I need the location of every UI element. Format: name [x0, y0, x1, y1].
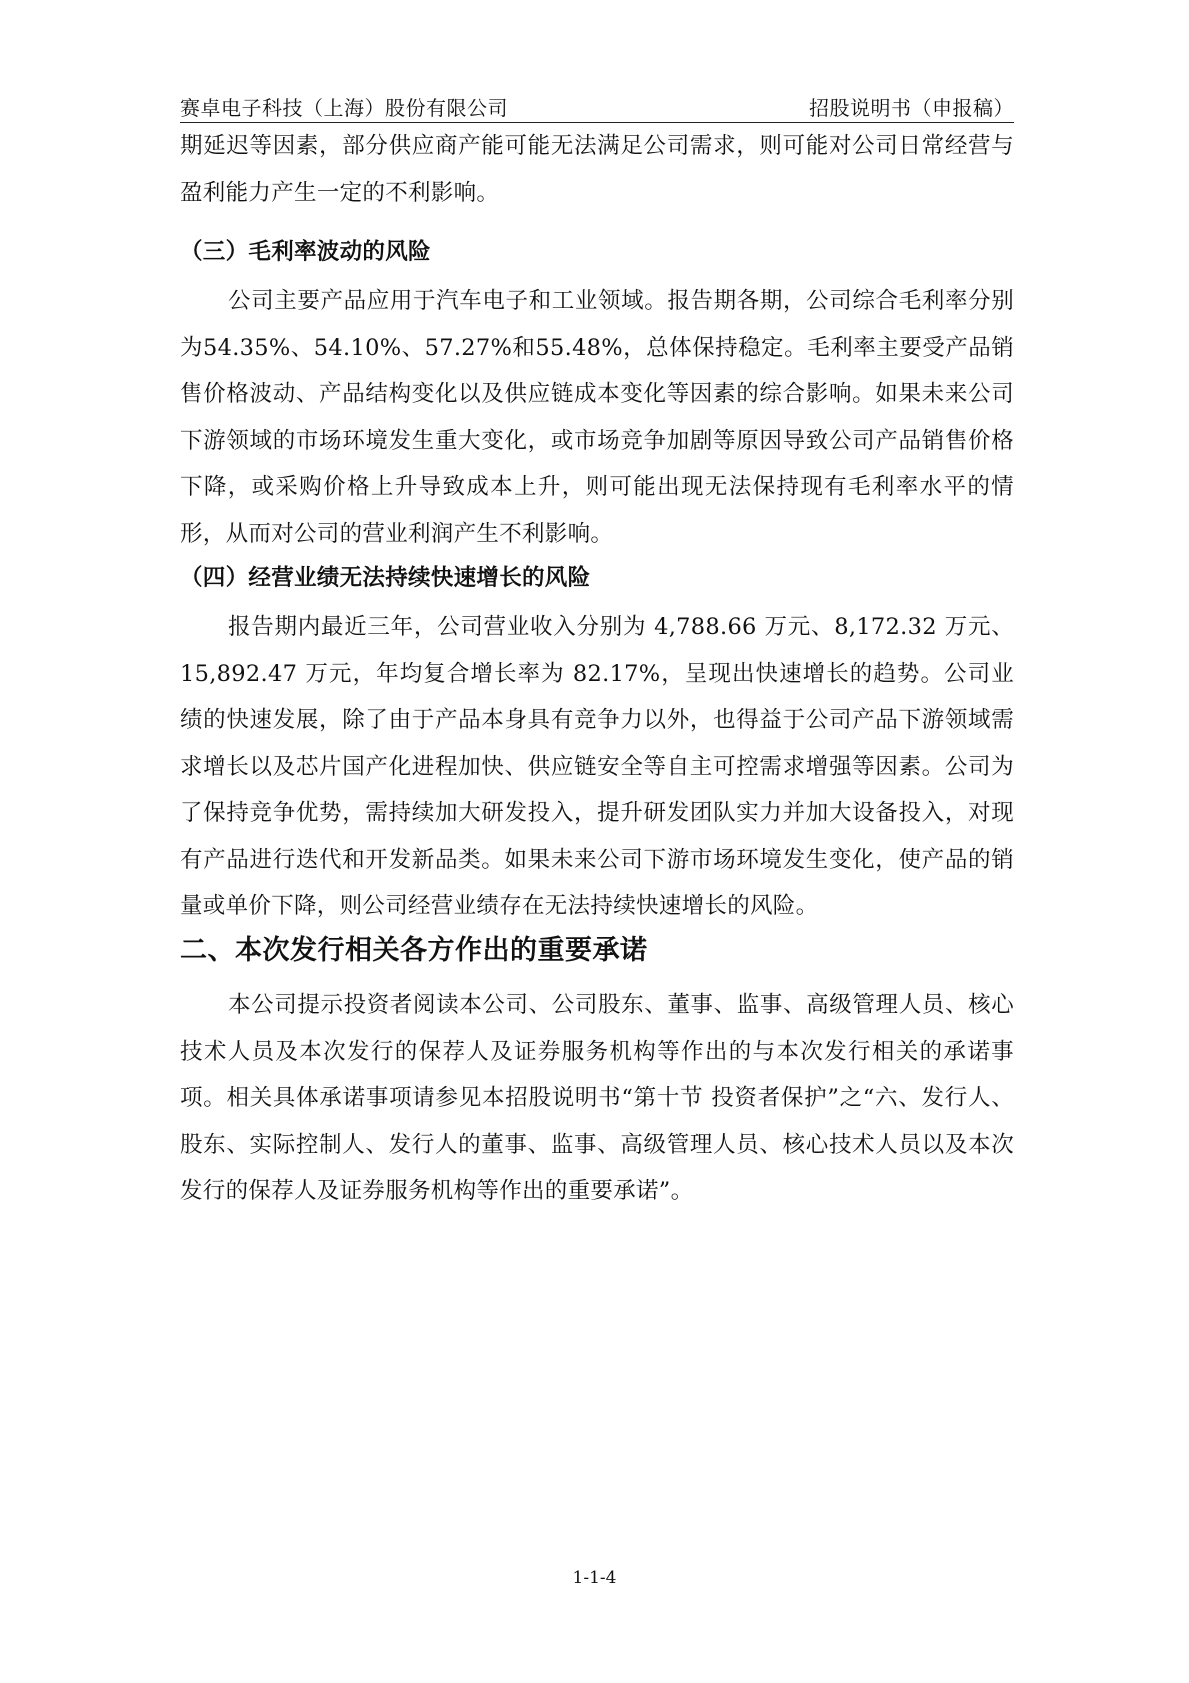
page-header	[180, 88, 1014, 123]
header-document-type: 招股说明书（申报稿）	[809, 96, 1014, 120]
continuation-paragraph: 期延迟等因素，部分供应商产能可能无法满足公司需求，则可能对公司日常经营与盈利能力产生一定的不利影响。	[180, 133, 1014, 206]
section-2-heading: 二、本次发行相关各方作出的重要承诺	[180, 935, 648, 966]
page-number: 1-1-4	[572, 1568, 617, 1588]
section-4-heading: （四）经营业绩无法持续快速增长的风险	[180, 565, 591, 591]
section-4-paragraph: 报告期内最近三年，公司营业收入分别为 4,788.66 万元、8,172.32 万元、15,892.47 万元，年均复合增长率为 82.17%，呈现出快速增长的趋势。公司业绩的快速发展，除了由于产品本身具有竞争力以外，也得益于公司产品下游领域需求增长以及芯片国产化进程加快、供应链安全等自主可控需求增强等因素。公司为了保持竞争优势，需持续加大研发投入，提升研发团队实力并加大设备投入，对现有产品进行迭代和开发新品类。如果未来公司下游市场环境发生变化，使产品的销量或单价下降，则公司经营业绩存在无法持续快速增长的风险。	[180, 614, 1014, 919]
section-2-paragraph: 本公司提示投资者阅读本公司、公司股东、董事、监事、高级管理人员、核心技术人员及本次发行的保荐人及证券服务机构等作出的与本次发行相关的承诺事项。相关具体承诺事项请参见本招股说明书“第十节 投资者保护”之“六、发行人、股东、实际控制人、发行人的董事、监事、高级管理人员、核心技术人员以及本次发行的保荐人及证券服务机构等作出的重要承诺”。	[180, 992, 1014, 1204]
header-company-name: 赛卓电子科技（上海）股份有限公司	[180, 96, 508, 120]
section-3-heading: （三）毛利率波动的风险	[180, 239, 431, 265]
section-3-paragraph: 公司主要产品应用于汽车电子和工业领域。报告期各期，公司综合毛利率分别为54.35%、54.10%、57.27%和55.48%，总体保持稳定。毛利率主要受产品销售价格波动、产品结构变化以及供应链成本变化等因素的综合影响。如果未来公司下游领域的市场环境发生重大变化，或市场竞争加剧等原因导致公司产品销售价格下降，或采购价格上升导致成本上升，则可能出现无法保持现有毛利率水平的情形，从而对公司的营业利润产生不利影响。	[180, 288, 1014, 547]
